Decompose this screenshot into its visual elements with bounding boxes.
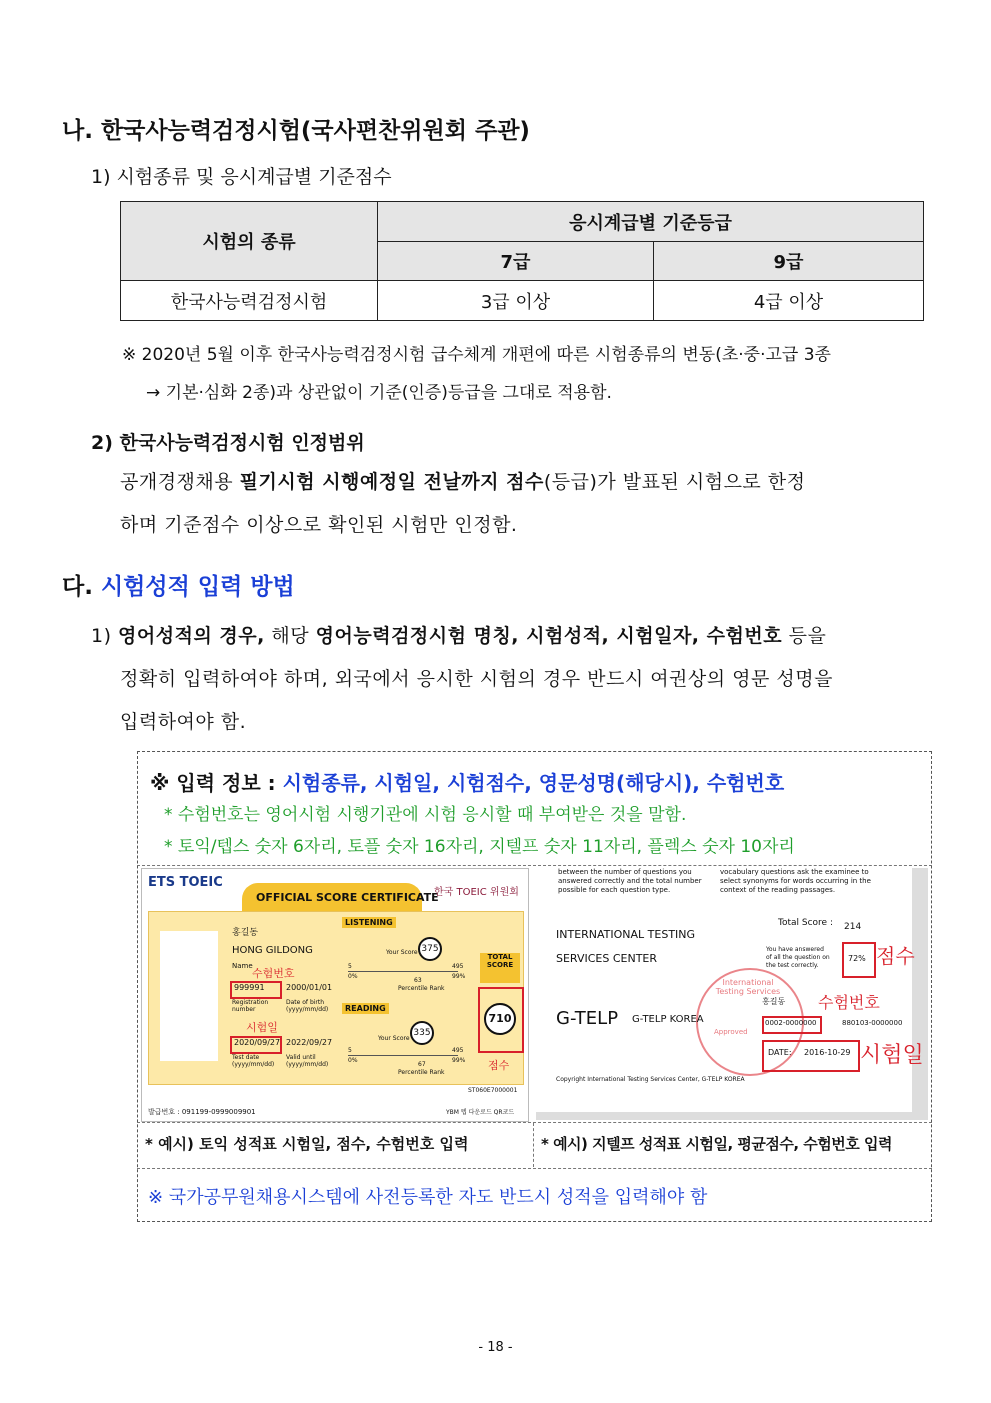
gtelp-copyright: Copyright International Testing Services Center, G-TELP KOREA	[556, 1076, 745, 1083]
note-line-1: ※ 2020년 5월 이후 한국사능력검정시험 급수체계 개편에 따른 시험종류의 변동(초·중·고급 3종	[122, 345, 831, 365]
item2-paragraph-line2: 하며 기준점수 이상으로 확인된 시험만 인정함.	[120, 514, 518, 536]
toeic-l-pct: 63	[414, 977, 422, 984]
toeic-your-score-r: Your Score	[378, 1035, 410, 1042]
gtelp-certificate-image	[536, 868, 928, 1120]
infobox-line-2: * 토익/텝스 숫자 6자리, 토플 숫자 16자리, 지텔프 숫자 11자리, 플렉스 숫자 10자리	[164, 837, 795, 857]
th-grade-9: 9급	[654, 242, 924, 281]
note-line-2: → 기본·심화 2종)과 상관없이 기준(인증)등급을 그대로 적용함.	[146, 383, 612, 403]
section-title-da	[62, 568, 295, 601]
gtelp-date: 2016-10-29	[804, 1048, 851, 1057]
criteria-table	[120, 201, 924, 321]
toeic-scale-max-r: 495	[452, 1047, 464, 1054]
divider	[137, 1168, 932, 1169]
text-run: (등급)가 발표된 시험으로 한정	[543, 471, 806, 493]
infobox-line-1: * 수험번호는 영어시험 시행기관에 시험 응시할 때 부여받은 것을 말함.	[164, 805, 687, 825]
toeic-r-score: 335	[410, 1021, 434, 1045]
gtelp-date-label: DATE:	[768, 1048, 792, 1057]
th-exam-type: 시험의 종류	[121, 202, 378, 281]
toeic-name-en: HONG GILDONG	[232, 945, 313, 956]
item2-paragraph-line1	[120, 467, 806, 494]
photo-area	[160, 931, 218, 1061]
toeic-test-caption: Test date (yyyy/mm/dd)	[232, 1054, 275, 1068]
gtelp-approved: Approved	[714, 1028, 748, 1036]
item-heading-2: 2) 한국사능력검정시험 인정범위	[91, 432, 365, 454]
td-exam-name: 한국사능력검정시험	[121, 281, 378, 321]
toeic-issue-no: 발급번호 : 091199-0999009901	[148, 1108, 256, 1116]
toeic-footer-right: YBM 텝 다운로드 QR코드	[446, 1109, 515, 1116]
toeic-pct-max-r: 99%	[452, 1057, 466, 1064]
toeic-total-label: TOTAL SCORE	[480, 953, 520, 983]
gtelp-name-ko: 홍길동	[762, 997, 786, 1006]
section-prefix: 다.	[62, 574, 101, 600]
toeic-scale-min-r: 5	[348, 1047, 352, 1054]
toeic-scale-max: 495	[452, 963, 464, 970]
text-run-bold: 영어성적의 경우,	[118, 625, 265, 647]
caption-divider	[533, 1123, 534, 1167]
text-run: 등을	[782, 625, 827, 647]
da-paragraph-line3: 입력하여야 함.	[120, 711, 247, 733]
toeic-pct-min: 0%	[348, 973, 358, 980]
toeic-valid-caption: Valid until (yyyy/mm/dd)	[286, 1054, 329, 1068]
infobox-heading	[150, 767, 784, 796]
text-run-bold: 필기시험 시행예정일 전날까지 점수	[239, 471, 544, 493]
gtelp-date-red-label: 시험일	[860, 1043, 924, 1068]
gtelp-score-red-label: 점수	[876, 944, 915, 968]
toeic-scale-min: 5	[348, 963, 352, 970]
divider	[137, 1122, 932, 1123]
reading-scale-bar	[348, 1055, 458, 1056]
item-heading-1: 1) 시험종류 및 응시계급별 기준점수	[91, 166, 392, 188]
toeic-percentile-label: Percentile Rank	[398, 985, 445, 992]
gtelp-top-left: between the number of questions you answered correctly and the total number possible for each question type.	[558, 868, 702, 894]
text-run-bold: 영어능력검정시험 명칭, 시험성적, 시험일자, 수험번호	[315, 625, 783, 647]
infobox-heading-items: 시험종류, 시험일, 시험점수, 영문성명(해당시), 수험번호	[282, 771, 785, 795]
section-title-text: 시험성적 입력 방법	[100, 574, 295, 600]
toeic-pct-max: 99%	[452, 973, 466, 980]
toeic-test-red-label: 시험일	[246, 1021, 278, 1034]
infobox-heading-prefix: ※ 입력 정보 :	[150, 771, 283, 795]
caption-right: * 예시) 지텔프 성적표 시험일, 평균점수, 수험번호 입력	[541, 1135, 892, 1153]
gtelp-stamp-text: International Testing Services	[715, 978, 781, 996]
text-run: 해당	[264, 625, 316, 647]
toeic-score-red-label: 점수	[488, 1059, 510, 1072]
gtelp-top-right: vocabulary questions ask the examinee to select synonyms for words occurring in the context of the reading passages.	[720, 868, 871, 894]
gtelp-total-label: Total Score :	[778, 918, 833, 928]
infobox-footer: ※ 국가공무원채용시스템에 사전등록한 자도 반드시 성적을 입력해야 함	[148, 1187, 708, 1208]
gtelp-pct: 72%	[848, 954, 866, 963]
gtelp-reg-no: 0002-0000000	[765, 1019, 817, 1027]
toeic-listening-label: LISTENING	[342, 917, 396, 928]
toeic-dob-caption: Date of birth (yyyy/mm/dd)	[286, 999, 329, 1013]
toeic-name-label: Name	[232, 962, 253, 970]
toeic-reg-red-label: 수험번호	[252, 967, 295, 980]
td-grade-7-value: 3급 이상	[378, 281, 654, 321]
th-grade-criteria: 응시계급별 기준등급	[378, 202, 924, 242]
text-run: 공개경쟁채용	[120, 471, 240, 493]
gtelp-total: 214	[844, 922, 862, 932]
toeic-certificate-image	[141, 868, 529, 1122]
section-title-na: 나. 한국사능력검정시험(국사편찬위원회 주관)	[62, 118, 530, 144]
toeic-reg-no: 999991	[234, 983, 265, 992]
th-grade-7: 7급	[378, 242, 654, 281]
toeic-name-ko: 홍길동	[232, 928, 259, 938]
td-grade-9-value: 4급 이상	[654, 281, 924, 321]
gtelp-reg-red-label: 수험번호	[818, 993, 880, 1012]
toeic-pct-min-r: 0%	[348, 1057, 358, 1064]
listening-scale-bar	[348, 971, 458, 972]
toeic-title: OFFICIAL SCORE CERTIFICATE	[256, 891, 439, 904]
toeic-dob: 2000/01/01	[286, 983, 333, 992]
gtelp-logo2: G-TELP KOREA	[632, 1014, 704, 1025]
divider	[137, 865, 932, 866]
toeic-reg-caption: Registration number	[232, 999, 269, 1013]
da-paragraph-line1	[91, 621, 826, 648]
toeic-your-score: Your Score	[386, 949, 418, 956]
da-paragraph-line2: 정확히 입력하여야 하며, 외국에서 응시한 시험의 경우 반드시 여권상의 영문 성명을	[120, 668, 833, 690]
toeic-committee: 한국 TOEIC 위원회	[434, 887, 519, 898]
gtelp-reg-no2: 880103-0000000	[842, 1019, 903, 1027]
gtelp-logo: G-TELP	[556, 1008, 619, 1029]
toeic-percentile-label-r: Percentile Rank	[398, 1069, 445, 1076]
toeic-test-date: 2020/09/27	[234, 1038, 281, 1047]
toeic-valid-until: 2022/09/27	[286, 1038, 333, 1047]
toeic-r-pct: 67	[418, 1061, 426, 1068]
toeic-total: 710	[484, 1003, 516, 1035]
caption-left: * 예시) 토익 성적표 시험일, 점수, 수험번호 입력	[145, 1135, 469, 1153]
gtelp-center-line1: INTERNATIONAL TESTING	[556, 928, 696, 941]
toeic-code: ST060E7000001	[468, 1087, 518, 1094]
gtelp-answered: You have answered of all the question on the test correctly.	[766, 946, 830, 969]
gtelp-center-line2: SERVICES CENTER	[556, 952, 658, 965]
page-number: - 18 -	[478, 1340, 513, 1355]
toeic-reading-label: READING	[342, 1003, 389, 1014]
toeic-l-score: 375	[418, 937, 442, 961]
toeic-logo: ETS TOEIC	[148, 875, 223, 890]
text-run: 1)	[91, 625, 119, 647]
